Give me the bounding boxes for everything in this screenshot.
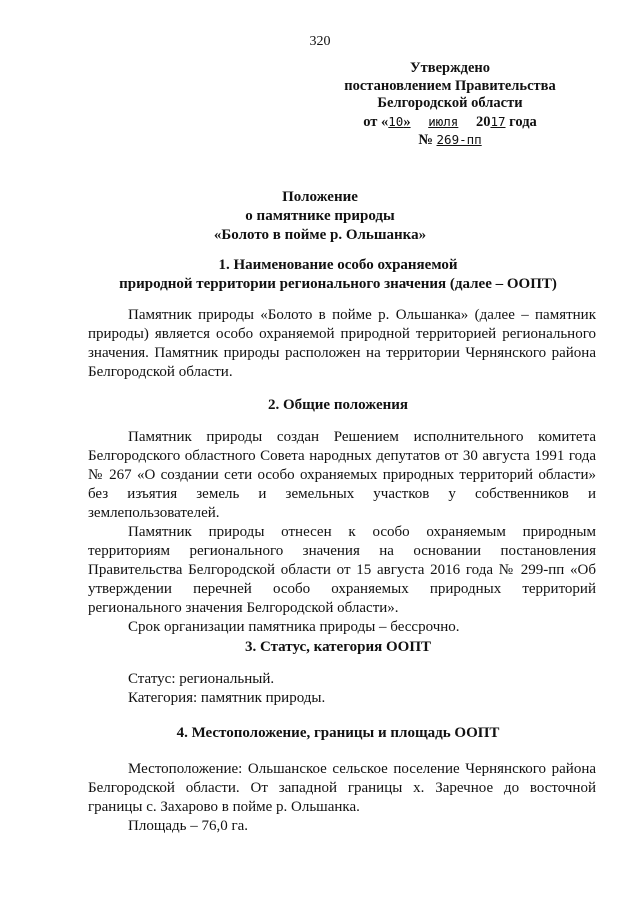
- section-2-body: [88, 428, 596, 637]
- date-month: июля: [428, 113, 459, 129]
- section-3-heading: 3. Статус, категория ООПТ: [244, 639, 431, 655]
- section-1-body: [88, 306, 596, 382]
- section-3-body: [88, 670, 596, 708]
- section-4-area: Площадь – 76,0 га.: [128, 818, 249, 834]
- section-3-category: Категория: памятник природы.: [128, 690, 326, 706]
- section-1-paragraph: Памятник природы «Болото в пойме р. Ольшанка» (далее – памятник природы) является особо охраняемой природной территорией регионального значения. Памятник природы расположен на территории Чернянского района Белгородской области.: [88, 307, 596, 380]
- approval-date: [330, 113, 570, 132]
- section-1-heading-line-1: 1. Наименование особо охраняемой: [218, 257, 458, 273]
- title-line-3: «Болото в пойме р. Ольшанка»: [213, 227, 427, 243]
- number-label: №: [418, 132, 433, 148]
- date-year-word: года: [509, 113, 537, 130]
- section-4-location: Местоположение: Ольшанское сельское поселение Чернянского района Белгородской области. От западной границы х. Заречное до восточной границы с. Захарово в пойме р. Ольшанка.: [88, 761, 596, 815]
- section-1-heading-line-2: природной территории регионального значения (далее – ООПТ): [119, 276, 557, 292]
- section-2-paragraph-3: Срок организации памятника природы – бессрочно.: [128, 619, 460, 635]
- approval-number: [330, 131, 570, 150]
- section-3-status: Статус: региональный.: [128, 671, 275, 687]
- approval-stamp: [330, 60, 570, 150]
- section-4-body: [88, 760, 596, 836]
- date-year-prefix: 20: [475, 113, 491, 130]
- section-2-paragraph-2: Памятник природы отнесен к особо охраняемым природным территориям регионального значения на основании постановления Правительства Белгородской области от 15 августа 2016 года № 299-пп «Об утверждении перечней особо охраняемых природных территорий регионального значения Белгородской области».: [88, 524, 596, 616]
- approval-line-2: постановлением Правительства: [344, 77, 556, 94]
- page-number: 320: [309, 34, 331, 49]
- section-4-heading: 4. Местоположение, границы и площадь ООПТ: [176, 725, 500, 741]
- approval-line-1: Утверждено: [410, 60, 490, 76]
- section-1-heading: [88, 256, 588, 294]
- section-2-heading: 2. Общие положения: [267, 397, 409, 413]
- document-title: [0, 188, 640, 245]
- date-mid: »: [403, 113, 411, 130]
- title-line-1: Положение: [282, 189, 358, 205]
- title-line-2: о памятнике природы: [245, 208, 395, 224]
- section-2-paragraph-1: Памятник природы создан Решением исполнительного комитета Белгородского областного Совета народных депутатов от 30 августа 1991 года № 267 «О создании сети особо охраняемых природных территорий области» без изъятия земель и земельных участков у собственников и землепользователей.: [88, 429, 596, 521]
- date-prefix: от «: [363, 113, 389, 130]
- number-value: 269-пп: [436, 132, 482, 147]
- date-year-suffix: 17: [490, 113, 506, 129]
- approval-line-3: Белгородской области: [377, 95, 523, 111]
- date-day: 10: [388, 113, 404, 129]
